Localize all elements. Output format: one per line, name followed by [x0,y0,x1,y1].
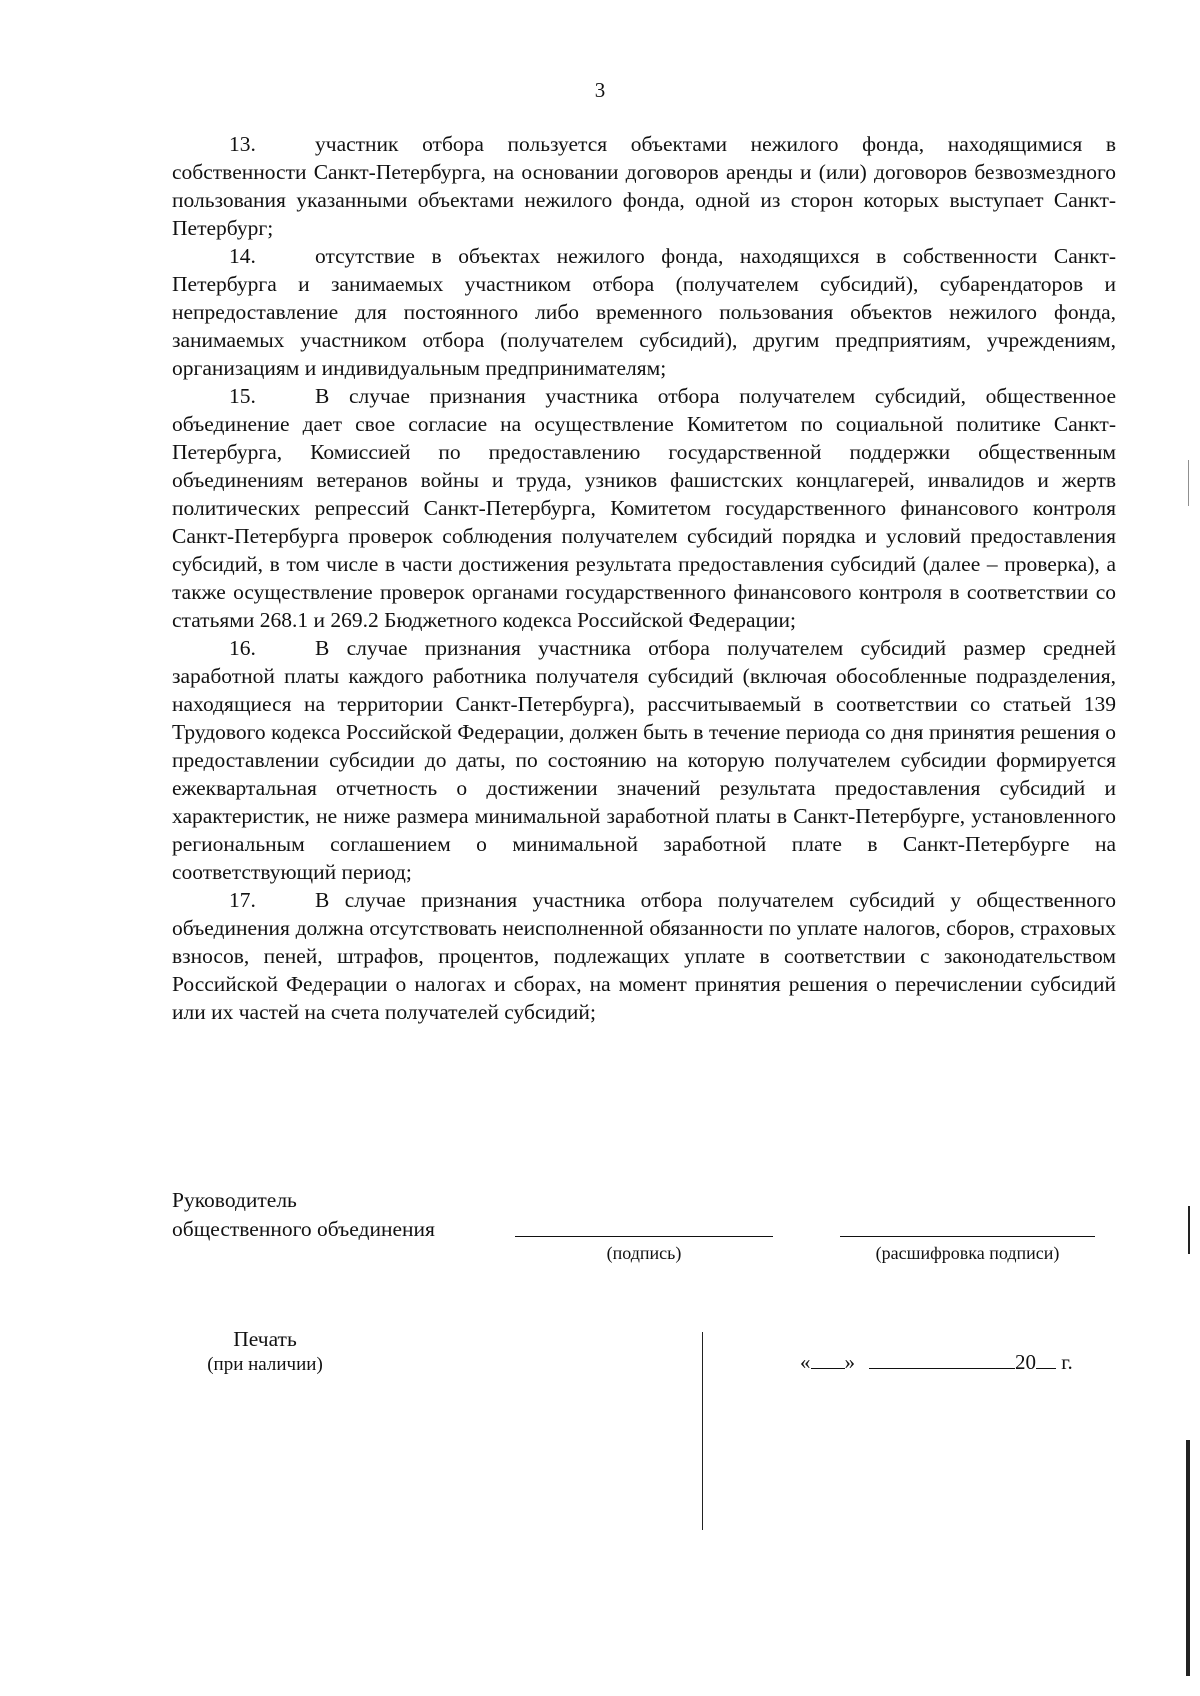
signatory-title: Руководитель [172,1188,297,1212]
date-year-prefix: 20 [1015,1350,1036,1374]
stamp-block [180,1325,350,1377]
signatory-organization: общественного объединения [172,1217,435,1241]
date-day-blank[interactable] [811,1350,845,1369]
paragraph-number: 16. [229,636,256,660]
paragraph-14 [172,242,1116,382]
date-open-quote: « [800,1350,811,1374]
signature-decode-caption: (расшифровка подписи) [875,1243,1060,1263]
date-year-blank[interactable] [1036,1350,1056,1369]
paragraph-16 [172,634,1116,886]
paragraph-number: 17. [229,888,256,912]
paragraph-text: участник отбора пользуется объектами нежилого фонда, находящимися в собственности Санкт-Петербурга, на основании договоров аренды и (или) договоров безвозмездного пользования указанными объектами нежилого фонда, одной из сторон которых выступает Санкт-Петербург; [172,132,1116,240]
signatory-label [172,1186,435,1244]
paragraph-text: В случае признания участника отбора получателем субсидий размер средней заработной платы каждого работника получателя субсидий (включая обособленные подразделения, находящиеся на территории Санкт-Петербурга), рассчитываемый в соответствии со статьей 139 Трудового кодекса Российской Федерации, должен быть в течение периода со дня принятия решения о предоставлении субсидии до даты, по состоянию на которую получателем субсидии формируется ежеквартальная отчетность о достижении значений результата предоставления субсидий и характеристик, не ниже размера минимальной заработной платы в Санкт-Петербурге, установленного региональным соглашением о минимальной заработной плате в Санкт-Петербурге на соответствующий период; [172,636,1116,884]
vertical-divider [702,1332,703,1530]
signature-caption: (подпись) [606,1243,682,1263]
stamp-title: Печать [233,1327,297,1351]
date-year-suffix: г. [1061,1350,1073,1374]
paragraph-text: отсутствие в объектах нежилого фонда, находящихся в собственности Санкт-Петербурга и занимаемых участником отбора (получателем субсидий), субарендаторов и непредоставление для постоянного либо временного пользования объектов нежилого фонда, занимаемых участником отбора (получателем субсидий), другим предприятиям, учреждениям, организациям и индивидуальным предпринимателям; [172,244,1116,380]
signature-line[interactable] [515,1236,773,1237]
paragraph-number: 14. [229,244,256,268]
paragraph-number: 13. [229,132,256,156]
paragraph-13 [172,130,1116,242]
signature-decode-line[interactable] [840,1236,1095,1237]
paragraph-text: В случае признания участника отбора получателем субсидий, общественное объединение дает свое согласие на осуществление Комитетом по социальной политике Санкт-Петербурга, Комиссией по предоставлению государственной поддержки общественным объединениям ветеранов войны и труда, узников фашистских концлагерей, инвалидов и жертв политических репрессий Санкт-Петербурга, Комитетом государственного финансового контроля Санкт-Петербурга проверок соблюдения получателем субсидий порядка и условий предоставления субсидий, в том числе в части достижения результата предоставления субсидий (далее – проверка), а также осуществление проверок органами государственного финансового контроля в соответствии со статьями 268.1 и 269.2 Бюджетного кодекса Российской Федерации; [172,384,1116,632]
date-field [800,1350,1073,1375]
paragraph-15 [172,382,1116,634]
stamp-note: (при наличии) [207,1354,323,1375]
document-body [172,130,1116,1026]
date-close-quote: » [844,1350,855,1374]
scan-edge-mark [1186,1440,1190,1676]
paragraph-17 [172,886,1116,1026]
date-month-blank[interactable] [869,1350,1015,1369]
page-number: 3 [594,78,606,102]
paragraph-text: В случае признания участника отбора получателем субсидий у общественного объединения должна отсутствовать неисполненной обязанности по уплате налогов, сборов, страховых взносов, пеней, штрафов, процентов, подлежащих уплате в соответствии с законодательством Российской Федерации о налогах и сборах, на момент принятия решения о перечислении субсидий или их частей на счета получателей субсидий; [172,888,1116,1024]
scan-edge-mark [1188,460,1189,506]
scan-edge-mark [1188,1206,1190,1254]
paragraph-number: 15. [229,384,256,408]
